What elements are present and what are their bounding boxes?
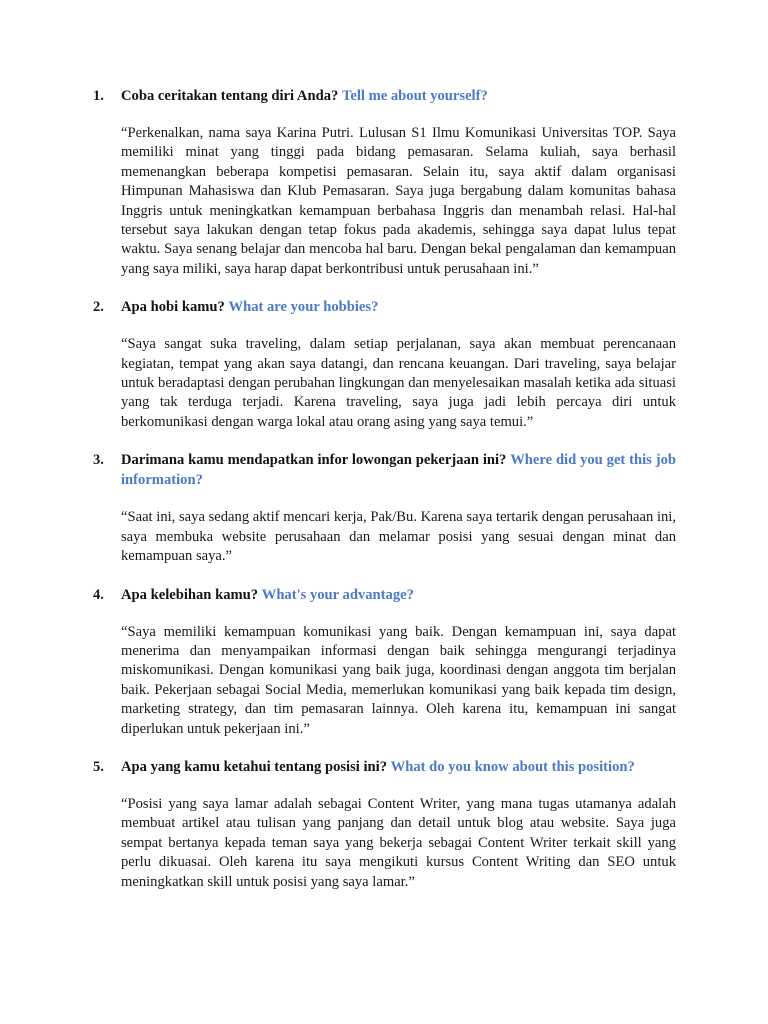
qa-body xyxy=(121,450,676,566)
item-number: 3. xyxy=(93,452,104,469)
qa-item-3 xyxy=(93,450,676,566)
item-number: 1. xyxy=(93,88,104,104)
item-number: 4. xyxy=(93,586,104,603)
question-indonesian: Coba ceritakan tentang diri Anda? xyxy=(121,88,339,104)
answer-paragraph: “Posisi yang saya lamar adalah sebagai Content Writer, yang mana tugas utamanya adalah membuat artikel atau tulisan yang panjang dan detail untuk blog atau website. Saya juga sempat bertanya kepada teman saya yang bekerja sebagai Content Writer terkait skill yang perlu dikuasai. Oleh karena itu saya mengikuti kursus Content Writing dan SEO untuk meningkatkan skill untuk posisi yang saya lamar.” xyxy=(121,795,676,890)
question-english: Where did you get this job information? xyxy=(121,452,676,489)
question-english: What do you know about this position? xyxy=(390,758,635,775)
item-number: 2. xyxy=(93,299,104,316)
qa-item-2 xyxy=(93,297,676,432)
qa-body xyxy=(121,585,676,739)
question-indonesian: Apa kelebihan kamu? xyxy=(121,586,259,603)
qa-item-1 xyxy=(93,86,676,279)
question-english: What's your advantage? xyxy=(261,586,414,603)
answer-paragraph: “Saat ini, saya sedang aktif mencari kerja, Pak/Bu. Karena saya tertarik dengan perusahaan ini, saya membuka website perusahaan dan melamar posisi yang sesuai dengan minat dan kemampuan saya.” xyxy=(121,509,676,565)
question xyxy=(121,450,676,490)
question-indonesian: Darimana kamu mendapatkan infor lowongan pekerjaan ini? xyxy=(121,452,507,469)
question-indonesian: Apa hobi kamu? xyxy=(121,299,225,316)
answer-paragraph: “Saya sangat suka traveling, dalam setiap perjalanan, saya akan membuat perencanaan kegiatan, tempat yang akan saya datangi, dan rencana keuangan. Dari traveling, saya belajar untuk beradaptasi dengan perubahan lingkungan dan menyelesaikan masalah ketika ada situasi yang tak terduga terjadi. Karena traveling, saya juga jadi lebih percaya diri untuk berkomunikasi dengan warga lokal atau orang asing yang saya temui.” xyxy=(121,336,676,430)
qa-item-4 xyxy=(93,585,676,739)
item-number: 5. xyxy=(93,758,104,775)
question xyxy=(121,297,676,317)
qa-list xyxy=(93,86,676,892)
question-indonesian: Apa yang kamu ketahui tentang posisi ini? xyxy=(121,758,388,775)
question xyxy=(121,585,676,605)
qa-body xyxy=(121,757,676,892)
question-english: Tell me about yourself? xyxy=(341,88,488,104)
question xyxy=(121,86,676,106)
qa-item-5 xyxy=(93,757,676,892)
question xyxy=(121,757,676,777)
qa-body xyxy=(121,86,676,279)
answer-paragraph: “Perkenalkan, nama saya Karina Putri. Lulusan S1 Ilmu Komunikasi Universitas TOP. Saya memiliki minat yang tinggi pada bidang pemasaran. Selama kuliah, saya berhasil memenangkan beberapa kompetisi pemasaran. Selain itu, saya aktif dalam organisasi Himpunan Mahasiswa dan Klub Pemasaran. Saya juga bergabung dalam komunitas bahasa Inggris untuk meningkatkan kemampuan berbahasa Inggris dan menambah relasi. Hal-hal tersebut saya lakukan dengan tetap fokus pada akademis, sehingga saya dapat lulus tepat waktu. Saya senang belajar dan mencoba hal baru. Dengan bekal pengalaman dan kemampuan yang saya miliki, saya harap dapat berkontribusi untuk perusahaan ini.” xyxy=(121,125,676,277)
question-english: What are your hobbies? xyxy=(228,299,379,316)
answer-paragraph: “Saya memiliki kemampuan komunikasi yang baik. Dengan kemampuan ini, saya dapat menerima dan menyampaikan informasi dengan baik sehingga mengurangi terjadinya miskomunikasi. Dengan komunikasi yang baik juga, koordinasi dengan anggota tim berjalan baik. Pekerjaan sebagai Social Media, memerlukan komunikasi yang baik kepada tim design, marketing strategy, dan tim pemasaran lainnya. Oleh karena itu, kemampuan ini sangat diperlukan untuk pekerjaan ini.” xyxy=(121,623,676,737)
qa-body xyxy=(121,297,676,432)
